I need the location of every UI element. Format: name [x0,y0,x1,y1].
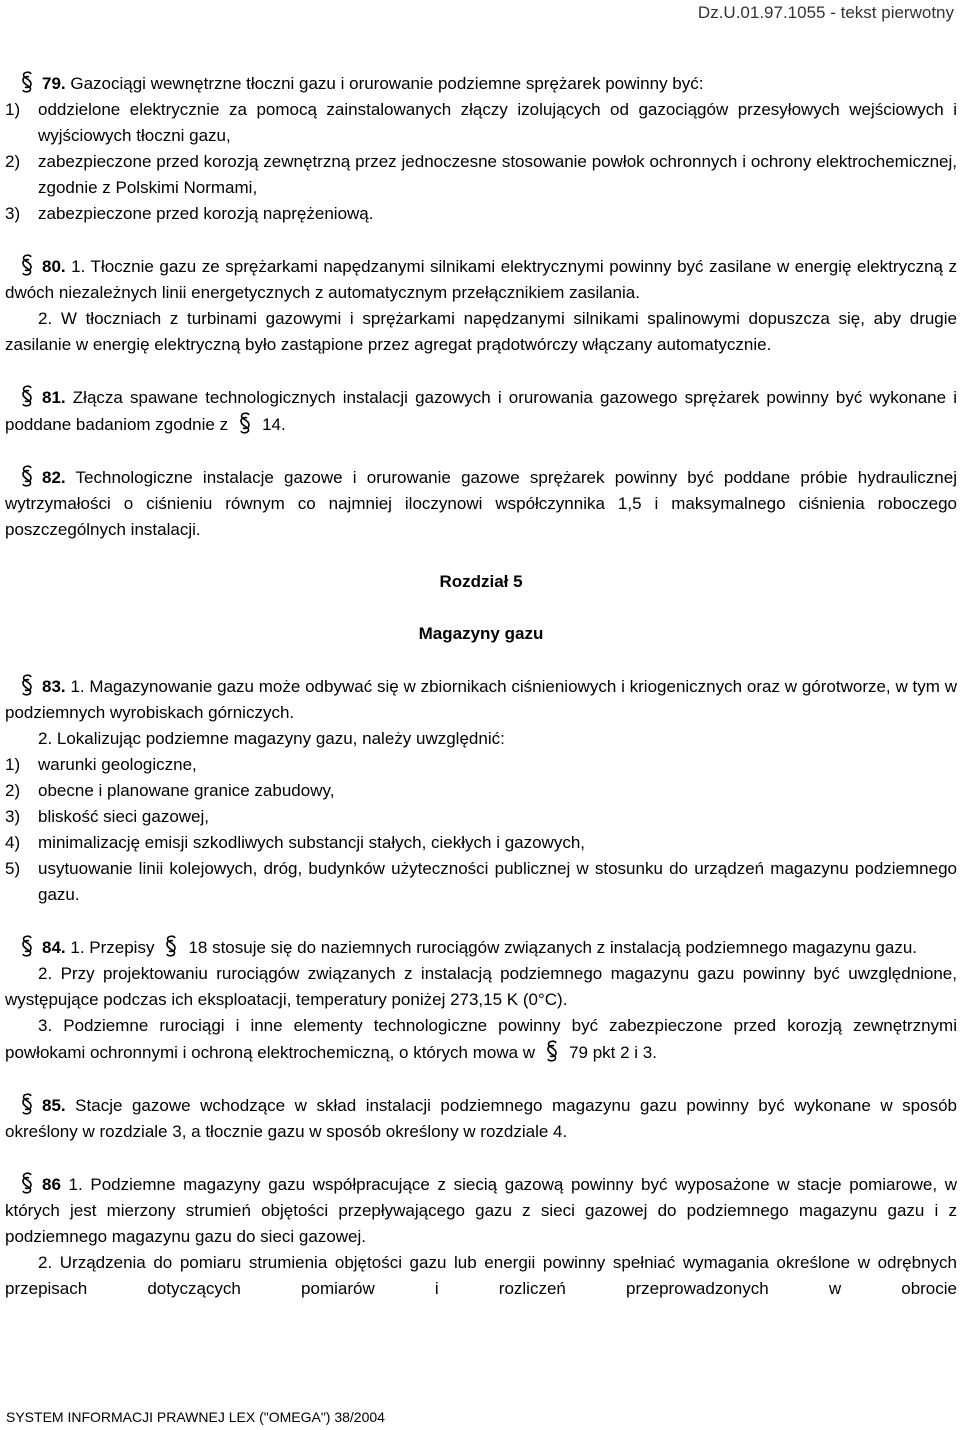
paragraph-80-2: 2. W tłoczniach z turbinami gazowymi i sprężarkami napędzanymi silnikami spalinowymi dopuszcza się, aby drugie zasilanie w energię elektryczną było zastąpione przez agregat prądotwórczy włączany automatycznie. [5,309,957,354]
list-item: 1) warunki geologiczne, [5,755,197,774]
document-header: Dz.U.01.97.1055 - tekst pierwotny [697,3,954,22]
section-sign-icon [18,673,36,697]
section-sign-icon [162,934,180,958]
paragraph-82: 82. Technologiczne instalacje gazowe i orurowanie gazowe sprężarek powinny być poddane próbie hydraulicznej wytrzymałości o ciśnieniu równym co najmniej iloczynowi współczynnika 1,5 i maksymalnego ciśnienia roboczego poszczególnych instalacji. [5,464,957,543]
chapter-subtitle: Magazyny gazu [418,624,544,643]
list-item: 5) usytuowanie linii kolejowych, dróg, budynków użyteczności publicznej w stosunku do urządzeń magazynu podziemnego gazu. [5,859,957,904]
paragraph-83-2: 2. Lokalizując podziemne magazyny gazu, należy uwzględnić: [38,729,505,748]
paragraph-86-2: 2. Urządzenia do pomiaru strumienia objętości gazu lub energii powinny spełniać wymagania określone w odrębnych przepisach dotyczących pomiarów i rozliczeń przeprowadzonych w obrocie [5,1253,957,1298]
section-sign-icon [18,384,36,408]
paragraph-80-1: 80. 1. Tłocznie gazu ze sprężarkami napędzanymi silnikami elektrycznymi powinny być zasilane w energię elektryczną z dwóch niezależnych linii energetycznych z automatycznym przełącznikiem zasilania. [5,253,957,306]
list-item: 2) obecne i planowane granice zabudowy, [5,781,335,800]
section-number: 84. [42,938,66,957]
section-sign-icon [18,70,36,94]
chapter-title: Rozdział 5 [439,572,523,591]
section-number: 86 [42,1175,61,1194]
section-sign-icon [236,411,254,435]
section-number: 85. [42,1096,66,1115]
paragraph-83-1: 83. 1. Magazynowanie gazu może odbywać się w zbiornikach ciśnieniowych i kriogenicznych oraz w górotworze, w tym w podziemnych wyrobiskach górniczych. [5,673,957,726]
section-number: 83. [42,677,66,696]
list-item: 3) bliskość sieci gazowej, [5,807,210,826]
section-sign-icon [18,464,36,488]
section-sign-icon [543,1039,561,1063]
paragraph-84-2: 2. Przy projektowaniu rurociągów związanych z instalacją podziemnego magazynu gazu powinny być uwzględnione, występujące podczas ich eksploatacji, temperatury poniżej 273,15 K (0°C). [5,964,957,1009]
document-footer: SYSTEM INFORMACJI PRAWNEJ LEX ("OMEGA") 38/2004 [6,1409,385,1425]
list-item: 4) minimalizację emisji szkodliwych substancji stałych, ciekłych i gazowych, [5,833,586,852]
paragraph-86-1: 86 1. Podziemne magazyny gazu współpracujące z siecią gazową powinny być wyposażone w stacje pomiarowe, w których jest mierzony strumień objętości przepływającego gazu z sieci gazowej do podziemnego magazynu gazu i z podziemnego magazynu gazu do sieci gazowej. [5,1171,957,1250]
section-text: Gazociągi wewnętrzne tłoczni gazu i orurowanie podziemne sprężarek powinny być: [65,74,704,93]
section-number: 82. [42,468,66,487]
list-item: 2) zabezpieczone przed korozją zewnętrzną przez jednoczesne stosowanie powłok ochronnych i ochrony elektrochemicznej, zgodnie z Polskimi Normami, [5,152,957,197]
paragraph-85: 85. Stacje gazowe wchodzące w skład instalacji podziemnego magazynu gazu powinny być wykonane w sposób określony w rozdziale 3, a tłocznie gazu w sposób określony w rozdziale 4. [5,1092,957,1145]
section-sign-icon [18,1171,36,1195]
section-sign-icon [18,253,36,277]
paragraph-79-intro [5,70,957,97]
section-number: 81. [42,388,66,407]
list-item: 1) oddzielone elektrycznie za pomocą zainstalowanych złączy izolujących od gazociągów przesyłowych wejściowych i wyjściowych tłoczni gazu, [5,100,957,145]
document-body [5,70,957,1302]
paragraph-84-1: 84. 1. Przepisy 18 stosuje się do naziemnych rurociągów związanych z instalacją podziemnego magazynu gazu. [5,934,957,961]
section-sign-icon [18,934,36,958]
section-sign-icon [18,1092,36,1116]
paragraph-84-3: 3. Podziemne rurociągi i inne elementy technologiczne powinny być zabezpieczone przed korozją zewnętrznymi powłokami ochronnymi i ochroną elektrochemiczną, o których mowa w 79 pkt 2 i 3. [5,1016,957,1062]
paragraph-81: 81. Złącza spawane technologicznych instalacji gazowych i orurowania gazowego sprężarek powinny być wykonane i poddane badaniom zgodnie z 14. [5,384,957,438]
section-number: 79. [42,74,66,93]
list-item: 3) zabezpieczone przed korozją naprężeniową. [5,204,374,223]
section-number: 80. [42,257,66,276]
